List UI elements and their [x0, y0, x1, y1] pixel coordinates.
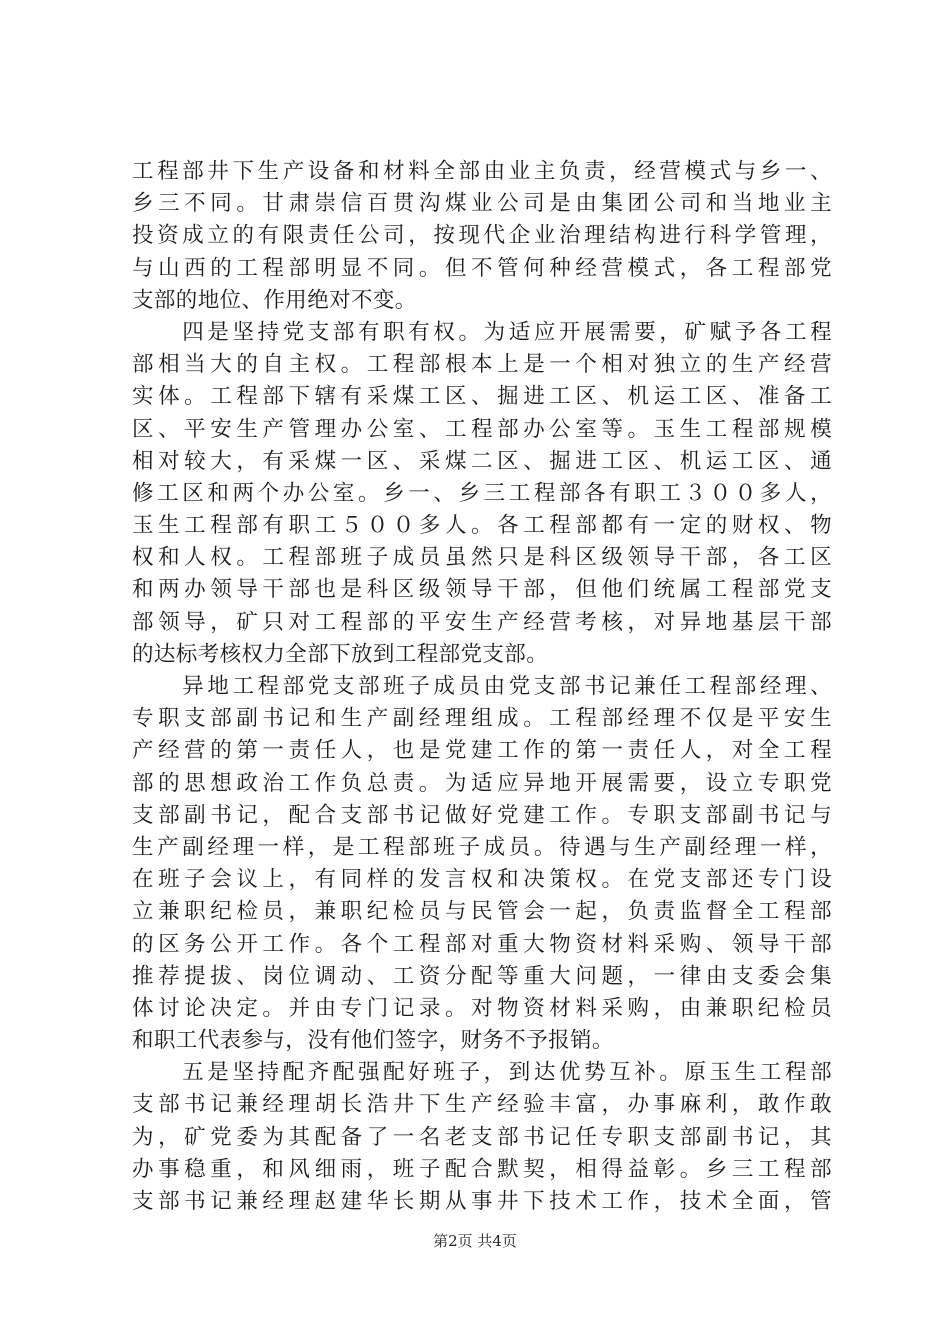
text-line: 支部的地位、作用绝对不变。 — [132, 287, 417, 313]
text-line: 专职支部副书记和生产副经理组成。工程部经理不仅是平安生 — [132, 706, 832, 732]
text-line: 的区务公开工作。各个工程部对重大物资材料采购、领导干部 — [132, 931, 832, 957]
text-line: 产经营的第一责任人，也是党建工作的第一责任人，对全工程 — [132, 738, 832, 764]
text-line: 立兼职纪检员，兼职纪检员与民管会一起，负责监督全工程部 — [132, 899, 832, 925]
text-line: 推荐提拔、岗位调动、工资分配等重大问题，一律由支委会集 — [132, 963, 832, 989]
text-line: 生产副经理一样，是工程部班子成员。待遇与生产副经理一样， — [132, 834, 832, 860]
text-line: 和两办领导干部也是科区级领导干部，但他们统属工程部党支 — [132, 577, 832, 603]
text-line: 与山西的工程部明显不同。但不管何种经营模式，各工程部党 — [132, 255, 832, 281]
text-line: 四是坚持党支部有职有权。为适应开展需要，矿赋予各工程 — [132, 319, 832, 345]
text-line: 工程部井下生产设备和材料全部由业主负责，经营模式与乡一、 — [132, 159, 832, 184]
text-line: 部的思想政治工作负总责。为适应异地开展需要，设立专职党 — [132, 770, 832, 796]
text-line: 玉生工程部有职工５００多人。各工程部都有一定的财权、物 — [132, 513, 832, 539]
text-line: 五是坚持配齐配强配好班子，到达优势互补。原玉生工程部 — [132, 1060, 832, 1086]
text-line: 支部书记兼经理赵建华长期从事井下技术工作，技术全面，管 — [132, 1189, 832, 1214]
text-line: 投资成立的有限责任公司，按现代企业治理结构进行科学管理， — [132, 223, 832, 249]
text-line: 和职工代表参与，没有他们签字，财务不予报销。 — [132, 1028, 614, 1054]
text-line: 办事稳重，和风细雨，班子配合默契，相得益彰。乡三工程部 — [132, 1156, 832, 1182]
text-line: 修工区和两个办公室。乡一、乡三工程部各有职工３００多人， — [132, 480, 832, 506]
text-line: 实体。工程部下辖有采煤工区、掘进工区、机运工区、准备工 — [132, 384, 832, 410]
text-line: 的达标考核权力全部下放到工程部党支部。 — [132, 641, 549, 667]
text-line: 权和人权。工程部班子成员虽然只是科区级领导干部，各工区 — [132, 545, 832, 571]
text-line: 区、平安生产管理办公室、工程部办公室等。玉生工程部规模 — [132, 416, 832, 442]
text-line: 为，矿党委为其配备了一名老支部书记任专职支部副书记，其 — [132, 1124, 832, 1150]
text-line: 相对较大，有采煤一区、采煤二区、掘进工区、机运工区、通 — [132, 448, 832, 474]
text-line: 异地工程部党支部班子成员由党支部书记兼任工程部经理、 — [132, 674, 832, 699]
text-line: 乡三不同。甘肃崇信百贯沟煤业公司是由集团公司和当地业主 — [132, 191, 832, 217]
body-text — [132, 156, 832, 1218]
page-number-footer: 第2页 共4页 — [433, 1232, 517, 1250]
text-line: 支部书记兼经理胡长浩井下生产经验丰富，办事麻利，敢作敢 — [132, 1092, 832, 1118]
text-line: 支部副书记，配合支部书记做好党建工作。专职支部副书记与 — [132, 802, 832, 828]
text-line: 在班子会议上，有同样的发言权和决策权。在党支部还专门设 — [132, 867, 832, 893]
text-line: 部相当大的自主权。工程部根本上是一个相对独立的生产经营 — [132, 352, 832, 378]
text-line: 部领导，矿只对工程部的平安生产经营考核，对异地基层干部 — [132, 609, 832, 635]
text-line: 体讨论决定。并由专门记录。对物资材料采购，由兼职纪检员 — [132, 995, 832, 1021]
